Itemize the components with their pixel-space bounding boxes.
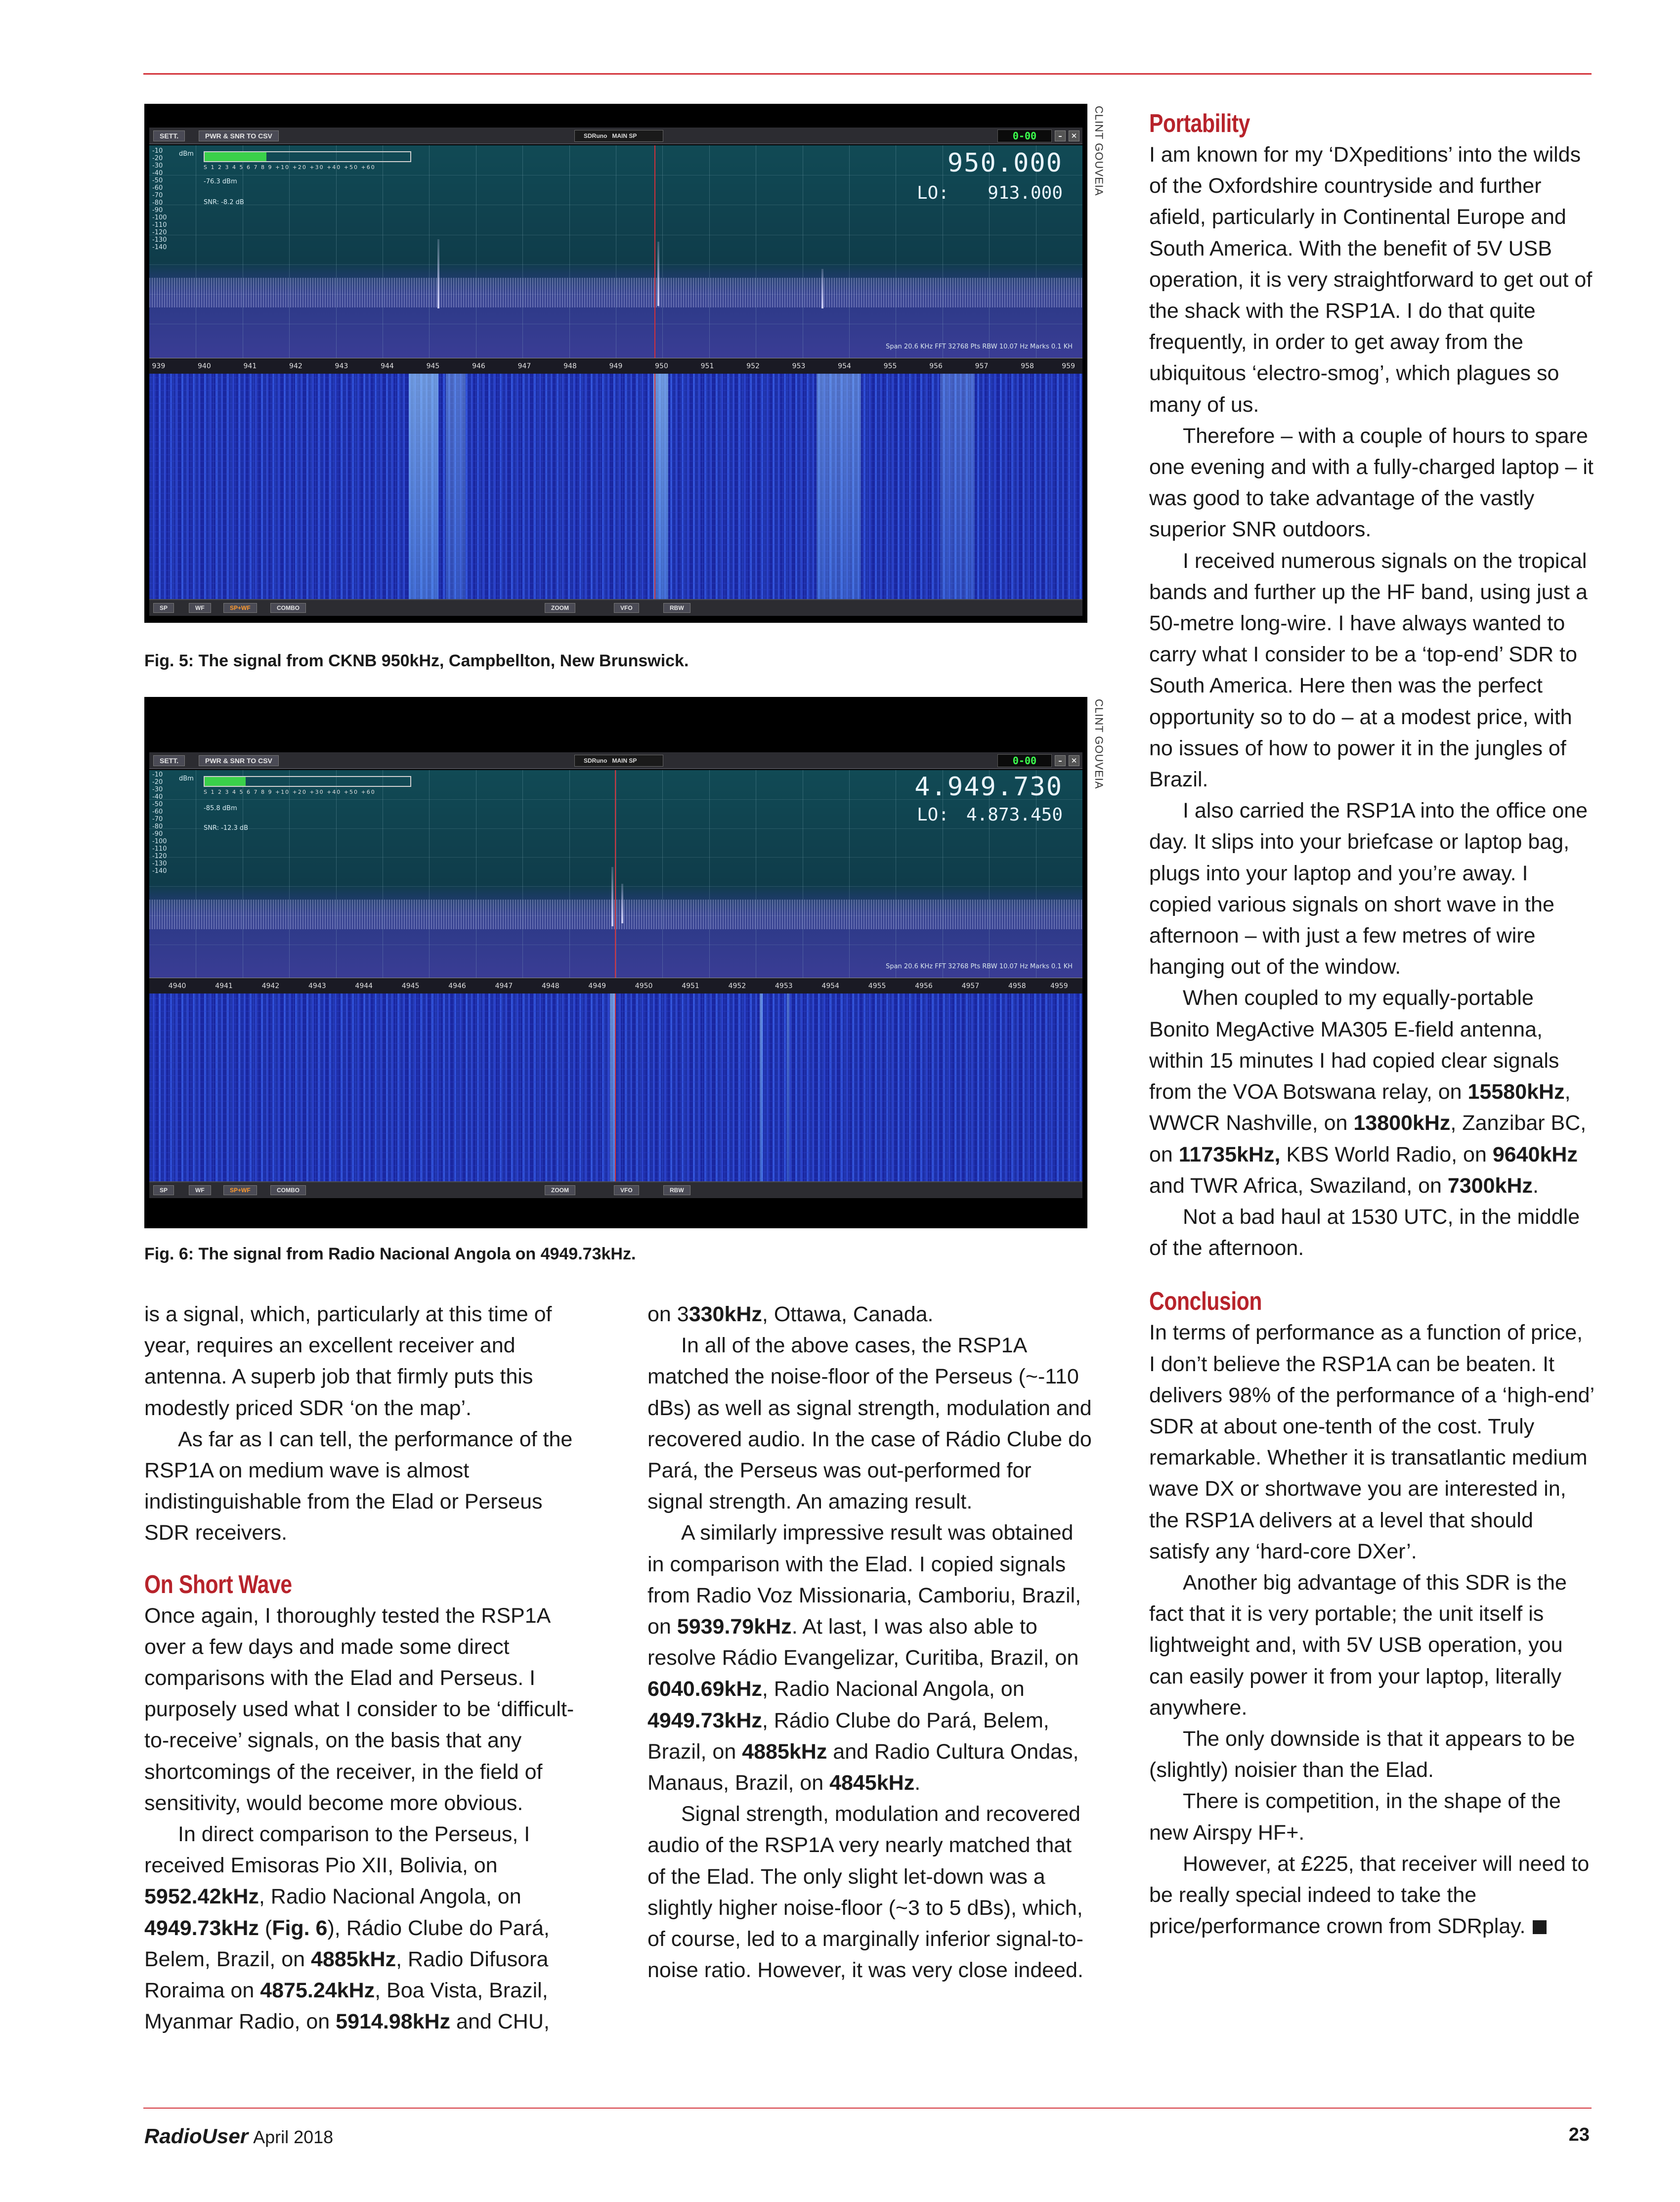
paragraph: Not a bad haul at 1530 UTC, in the middle of the afternoon.	[1149, 1205, 1580, 1260]
paragraph: I also carried the RSP1A into the office one day. It slips into your briefcase or laptop bag, plugs into your laptop and you’re away. I copied various signals on short wave in the afternoon – with just a few metres of wire hanging out of the window.	[1149, 799, 1588, 979]
s-meter-fill	[205, 777, 246, 786]
axis-tick: 4945	[401, 982, 420, 990]
paragraph: The only downside is that it appears to be (slightly) noisier than the Elad.	[1149, 1727, 1575, 1782]
axis-tick: 4955	[868, 982, 886, 990]
dbm-unit: dBm	[179, 775, 194, 782]
close-button[interactable]: ✕	[1069, 130, 1079, 141]
lo-label: LO:	[916, 183, 949, 203]
frequency-axis	[149, 358, 1082, 374]
snr-readout: SNR: -8.2 dB	[204, 199, 244, 206]
pwr-snr-csv-button[interactable]: PWR & SNR TO CSV	[199, 130, 279, 141]
paragraph: In direct comparison to the Perseus, I received Emisoras Pio XII, Bolivia, on 5952.42kHz, Radio Nacional Angola, on 4949.73kHz (Fig. 6), Rádio Clube do Pará, Belem, Brazil, on 4885kHz, Radio Difusora Roraima on 4875.24kHz, Boa Vista, Brazil, Myanmar Radio, on 5914.98kHz and CHU,	[144, 1822, 550, 2034]
column-3	[1149, 108, 1594, 1942]
axis-tick: 4956	[915, 982, 933, 990]
zoom-control[interactable]: ZOOM	[545, 1185, 575, 1195]
signal-peak	[821, 269, 823, 308]
axis-tick: 953	[792, 362, 806, 370]
axis-tick: 948	[563, 362, 577, 370]
lo-frequency[interactable]: 4.873.450	[966, 805, 1063, 825]
axis-tick: 4949	[588, 982, 606, 990]
figure-6-sdr-screenshot	[144, 697, 1087, 1228]
paragraph: Another big advantage of this SDR is the fact that it is very portable; the unit itself is lightweight and, with 5V USB operation, you can easily power it from your laptop, literally anywhere.	[1149, 1570, 1567, 1720]
s-meter	[204, 776, 411, 787]
axis-tick: 4948	[542, 982, 560, 990]
s-meter-scale: S 1 2 3 4 5 6 7 8 9 +10 +20 +30 +40 +50 +60	[204, 789, 376, 795]
logo-text: SDRuno	[584, 132, 607, 139]
axis-tick: 4954	[821, 982, 840, 990]
paragraph: However, at £225, that receiver will need to be really special indeed to take the price/performance crown from SDRplay.	[1149, 1852, 1590, 1939]
sp-button[interactable]: SP	[153, 603, 174, 613]
axis-tick: 4952	[728, 982, 746, 990]
axis-tick: 950	[655, 362, 668, 370]
axis-tick: 939	[152, 362, 166, 370]
signal-peak	[611, 867, 613, 926]
axis-tick: 944	[381, 362, 394, 370]
axis-tick: 958	[1021, 362, 1034, 370]
wf-button[interactable]: WF	[189, 1185, 211, 1195]
power-readout: -85.8 dBm	[204, 805, 237, 812]
sdruno-logo	[574, 130, 663, 142]
paragraph: In all of the above cases, the RSP1A matched the noise-floor of the Perseus (~-110 dBs) as well as signal strength, modulation and recovered audio. In the case of Rádio Clube do Pará, the Perseus was out-performed for signal strength. An amazing result.	[647, 1334, 1092, 1514]
span-info: Span 20.6 KHz FFT 32768 Pts RBW 10.07 Hz Marks 0.1 KH	[886, 963, 1073, 970]
axis-tick: 957	[975, 362, 989, 370]
end-of-article-mark	[1533, 1920, 1547, 1934]
sp-wf-button[interactable]: SP+WF	[223, 603, 257, 613]
span-info: Span 20.6 KHz FFT 32768 Pts RBW 10.07 Hz Marks 0.1 KH	[886, 343, 1073, 350]
section-heading-short-wave: On Short Wave	[144, 1570, 292, 1599]
issue-date: April 2018	[253, 2127, 334, 2147]
lo-label: LO:	[916, 805, 949, 825]
wf-button[interactable]: WF	[189, 603, 211, 613]
axis-tick: 952	[746, 362, 760, 370]
db-scale: -10 -20 -30 -40 -50 -60 -70 -80 -90 -100 -110 -120 -130 -140	[152, 771, 167, 875]
minimize-button[interactable]: –	[1055, 130, 1066, 141]
waterfall-display[interactable]	[149, 374, 1082, 599]
paragraph: Once again, I thoroughly tested the RSP1A over a few days and made some direct comparisons with the Elad and Perseus. I purposely used what I consider to be ‘difficult-to-receive’ signals, on the basis that any shortcomings of the receiver, in the field of sensitivity, would become more obvious.	[144, 1603, 574, 1815]
column-1	[144, 1299, 589, 2037]
combo-button[interactable]: COMBO	[270, 1185, 306, 1195]
axis-tick: 956	[929, 362, 943, 370]
sdr-control-bar	[149, 599, 1082, 616]
paragraph: When coupled to my equally-portable Bonito MegActive MA305 E-field antenna, within 15 minutes I had copied clear signals from the VOA Botswana relay, on 15580kHz, WWCR Nashville, on 13800kHz, Zanzibar BC, on 11735kHz, KBS World Radio, on 9640kHz and TWR Africa, Swaziland, on 7300kHz.	[1149, 986, 1587, 1198]
rbw-control[interactable]: RBW	[663, 1185, 690, 1195]
axis-tick: 4958	[1008, 982, 1026, 990]
axis-tick: 947	[517, 362, 531, 370]
page-number: 23	[1568, 2124, 1590, 2145]
photo-credit: CLINT GOUVEIA	[1093, 699, 1105, 789]
s-meter	[204, 151, 411, 162]
paragraph: I am known for my ‘DXpeditions’ into the wilds of the Oxfordshire countryside and further afield, particularly in Continental Europe and South America. With the benefit of 5V USB operation, it is very straightforward to get out of the shack with the RSP1A. I do that quite frequently, in order to get away from the ubiquitous ‘electro-smog’, which plagues so many of us.	[1149, 143, 1593, 417]
spectrum-display[interactable]	[149, 770, 1082, 978]
paragraph: As far as I can tell, the performance of the RSP1A on medium wave is almost indistinguishable from the Elad or Perseus SDR receivers.	[144, 1427, 573, 1545]
axis-tick: 945	[426, 362, 440, 370]
paragraph: on 3330kHz, Ottawa, Canada.	[647, 1302, 934, 1326]
sp-wf-button[interactable]: SP+WF	[223, 1185, 257, 1195]
combo-button[interactable]: COMBO	[270, 603, 306, 613]
axis-tick: 4943	[308, 982, 326, 990]
frequency-axis	[149, 978, 1082, 993]
db-scale: -10 -20 -30 -40 -50 -60 -70 -80 -90 -100 -110 -120 -130 -140	[152, 147, 167, 251]
bottom-rule	[143, 2108, 1592, 2109]
axis-tick: 4953	[775, 982, 793, 990]
paragraph: In terms of performance as a function of price, I don’t believe the RSP1A can be beaten. It delivers 98% of the performance of a ‘high-end’ SDR at about one-tenth of the cost. Truly remarkable. Whether it is transatlantic medium wave DX or shortwave you are interested in, the RSP1A delivers at a level that should satisfy any ‘hard-core DXer’.	[1149, 1321, 1594, 1563]
paragraph: is a signal, which, particularly at this time of year, requires an excellent receiver and antenna. A superb job that firmly puts this modestly priced SDR ‘on the map’.	[144, 1302, 552, 1420]
settings-button[interactable]: SETT.	[153, 130, 185, 141]
s-meter-fill	[205, 152, 266, 161]
axis-tick: 4940	[168, 982, 186, 990]
top-rule	[143, 73, 1592, 75]
sdruno-logo	[574, 755, 663, 767]
vfo-button[interactable]: VFO	[614, 603, 639, 613]
axis-tick: 4951	[682, 982, 699, 990]
snr-readout: SNR: -12.3 dB	[204, 824, 249, 832]
zoom-control[interactable]: ZOOM	[545, 603, 575, 613]
tuning-marker[interactable]	[615, 770, 616, 978]
axis-tick: 941	[243, 362, 257, 370]
axis-tick: 4946	[448, 982, 466, 990]
noise-floor	[149, 900, 1082, 929]
sdr-title-bar	[149, 128, 1082, 144]
axis-tick: 955	[883, 362, 897, 370]
sdr-title-bar	[149, 752, 1082, 769]
pwr-snr-csv-button[interactable]: PWR & SNR TO CSV	[199, 755, 279, 766]
signal-peak	[437, 239, 439, 308]
axis-tick: 4950	[635, 982, 653, 990]
axis-tick: 4947	[495, 982, 513, 990]
paragraph: I received numerous signals on the tropical bands and further up the HF band, using just a 50-metre long-wire. I have always wanted to carry what I consider to be a ‘top-end’ SDR to South America. Here then was the perfect opportunity so to do – at a modest price, with no issues of how to power it in the jungles of Brazil.	[1149, 549, 1588, 792]
signal-peak	[657, 242, 659, 306]
frequency-display[interactable]: 4.949.730	[914, 772, 1063, 802]
noise-floor	[149, 278, 1082, 307]
axis-tick: 951	[700, 362, 714, 370]
section-heading-portability: Portability	[1149, 109, 1250, 138]
minimize-button[interactable]: –	[1055, 755, 1066, 766]
paragraph: A similarly impressive result was obtained in comparison with the Elad. I copied signals from Radio Voz Missionaria, Camboriu, Brazil, on 5939.79kHz. At last, I was also able to resolve Rádio Evangelizar, Curitiba, Brazil, on 6040.69kHz, Radio Nacional Angola, on 4949.73kHz, Rádio Clube do Pará, Belem, Brazil, on 4885kHz and Radio Cultura Ondas, Manaus, Brazil, on 4845kHz.	[647, 1521, 1081, 1795]
section-heading-conclusion: Conclusion	[1149, 1287, 1262, 1316]
clock-display: 0-00	[997, 754, 1052, 767]
vfo-button[interactable]: VFO	[614, 1185, 639, 1195]
figure-5-sdr-screenshot	[144, 104, 1087, 623]
lo-frequency[interactable]: 913.000	[988, 183, 1063, 203]
dbm-unit: dBm	[179, 150, 194, 158]
waterfall-display[interactable]	[149, 993, 1082, 1181]
figure-6-caption: Fig. 6: The signal from Radio Nacional Angola on 4949.73kHz.	[144, 1245, 636, 1263]
axis-tick: 954	[838, 362, 851, 370]
logo-text: SDRuno	[584, 757, 607, 764]
column-2	[647, 1299, 1092, 1986]
axis-tick: 943	[335, 362, 348, 370]
spectrum-display[interactable]	[149, 145, 1082, 358]
sdr-control-bar	[149, 1181, 1082, 1198]
axis-tick: 4941	[215, 982, 233, 990]
signal-peak	[621, 884, 623, 923]
paragraph: There is competition, in the shape of the new Airspy HF+.	[1149, 1789, 1561, 1845]
tuning-marker[interactable]	[654, 145, 655, 358]
axis-tick: 4942	[261, 982, 280, 990]
frequency-display[interactable]: 950.000	[947, 148, 1063, 178]
axis-tick: 4944	[355, 982, 373, 990]
logo-sub: MAIN SP	[612, 132, 637, 139]
power-readout: -76.3 dBm	[204, 178, 237, 185]
axis-tick: 4957	[961, 982, 980, 990]
s-meter-scale: S 1 2 3 4 5 6 7 8 9 +10 +20 +30 +40 +50 +60	[204, 164, 376, 171]
paragraph: Therefore – with a couple of hours to spare one evening and with a fully-charged laptop – it was good to take advantage of the vastly superior SNR outdoors.	[1149, 424, 1594, 542]
close-button[interactable]: ✕	[1069, 755, 1079, 766]
axis-tick: 942	[289, 362, 302, 370]
rbw-control[interactable]: RBW	[663, 603, 690, 613]
sp-button[interactable]: SP	[153, 1185, 174, 1195]
paragraph: Signal strength, modulation and recovered audio of the RSP1A very nearly matched that of the Elad. The only slight let-down was a slightly higher noise-floor (~3 to 5 dBs), which, of course, led to a marginally inferior signal-to-noise ratio. However, it was very close indeed.	[647, 1802, 1083, 1983]
axis-tick: 4959	[1050, 982, 1068, 990]
axis-tick: 946	[472, 362, 485, 370]
logo-sub: MAIN SP	[612, 757, 637, 764]
photo-credit: CLINT GOUVEIA	[1093, 106, 1105, 196]
axis-tick: 940	[198, 362, 211, 370]
footer-masthead	[144, 2124, 333, 2148]
figure-5-caption: Fig. 5: The signal from CKNB 950kHz, Campbellton, New Brunswick.	[144, 651, 689, 670]
axis-tick: 959	[1062, 362, 1076, 370]
settings-button[interactable]: SETT.	[153, 755, 185, 766]
axis-tick: 949	[609, 362, 623, 370]
clock-display: 0-00	[997, 130, 1052, 142]
magazine-brand: RadioUser	[144, 2124, 249, 2148]
